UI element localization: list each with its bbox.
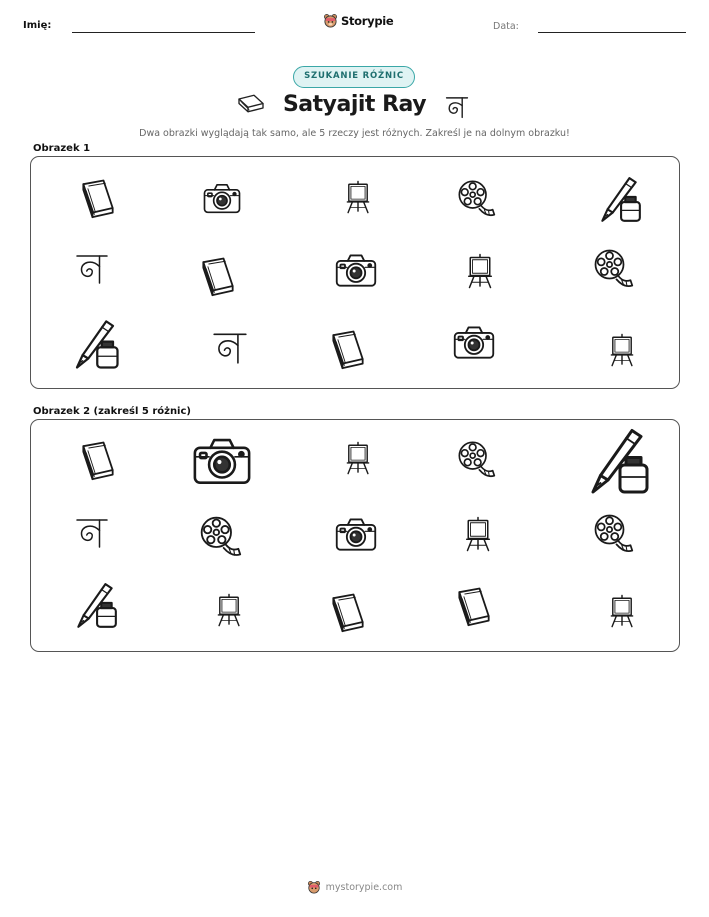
book-icon[interactable] [452,583,496,627]
activity-badge: SZUKANIE RÓŻNIC [293,66,415,88]
pen-ink-icon[interactable] [70,581,120,631]
easel-icon [341,180,375,214]
film-reel-icon[interactable] [198,514,242,558]
picture2-label: Obrazek 2 (zakreśl 5 różnic) [33,406,191,417]
footer-url: mystorypie.com [325,881,403,893]
name-label: Imię: [23,20,52,31]
camera-icon [202,179,242,219]
easel-icon[interactable] [341,441,375,475]
easel-icon[interactable] [605,594,639,628]
film-reel-icon[interactable] [456,439,496,479]
camera-icon [452,321,496,365]
brand-logo [323,13,393,28]
easel-icon [462,253,498,289]
picture1-label: Obrazek 1 [33,143,91,154]
instructions: Dwa obrazki wyglądają tak samo, ale 5 rzeczy jest różnych. Zakreśl je na dolnym obrazku! [139,128,570,139]
page-title: Satyajit Ray [282,92,427,117]
easel-icon[interactable] [212,593,246,627]
film-reel-icon [592,247,634,289]
book-icon [196,253,240,297]
brand-name: Storypie [341,13,394,28]
footer [0,880,709,894]
easel-icon [605,333,639,367]
name-line[interactable] [72,32,255,33]
book-icon [76,175,120,219]
easel-icon[interactable] [460,516,496,552]
camera-icon[interactable] [191,431,253,493]
film-reel-icon[interactable] [592,512,634,554]
pen-ink-icon[interactable] [581,426,653,498]
bengali-letter-icon [74,250,110,286]
pen-ink-icon [594,175,644,225]
film-reel-icon [456,178,496,218]
bear-logo-icon [323,13,338,28]
date-line[interactable] [538,32,686,33]
camera-icon[interactable] [334,513,378,557]
bengali-letter-icon[interactable] [74,514,110,550]
title-bengali-letter-icon [444,94,470,120]
book-icon [326,326,370,370]
pen-ink-icon [68,318,122,372]
bear-logo-icon [307,880,321,894]
book-icon[interactable] [326,589,370,633]
book-icon[interactable] [76,437,120,481]
date-label: Data: [493,21,519,32]
bengali-letter-icon [211,328,249,366]
camera-icon [334,249,378,293]
